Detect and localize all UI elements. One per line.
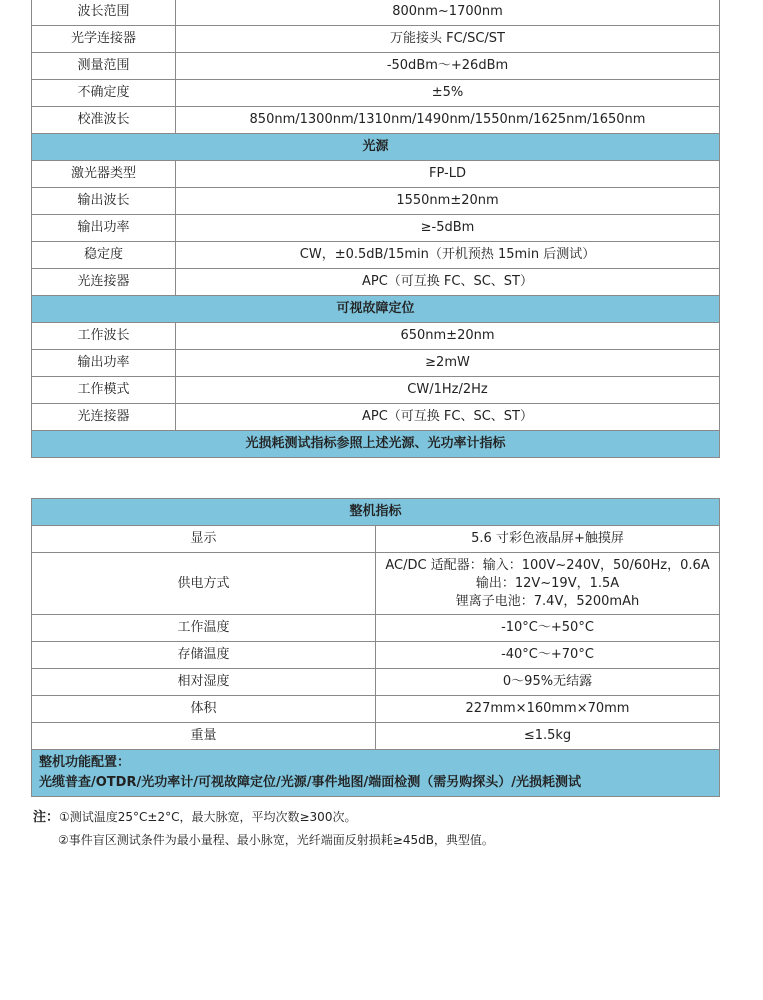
footnote-1 bbox=[33, 806, 494, 829]
table-row bbox=[32, 323, 720, 350]
row-label: 重量 bbox=[32, 723, 376, 750]
footnote-2: ②事件盲区测试条件为最小量程、最小脉宽，光纤端面反射损耗≥45dB，典型值。 bbox=[58, 833, 494, 847]
row-value: ±5% bbox=[176, 80, 720, 107]
table-row bbox=[32, 53, 720, 80]
table-row bbox=[32, 526, 720, 553]
row-label: 相对湿度 bbox=[32, 669, 376, 696]
table-row bbox=[32, 107, 720, 134]
row-value: APC（可互换 FC、SC、ST） bbox=[176, 404, 720, 431]
row-label: 校准波长 bbox=[32, 107, 176, 134]
section-title: 整机指标 bbox=[32, 499, 720, 526]
row-label: 供电方式 bbox=[32, 553, 376, 615]
row-label: 体积 bbox=[32, 696, 376, 723]
section-title: 光源 bbox=[32, 134, 720, 161]
table-row bbox=[32, 80, 720, 107]
table-row bbox=[32, 350, 720, 377]
footnote-prefix: 注： bbox=[33, 810, 60, 825]
section-row bbox=[32, 499, 720, 526]
table-row bbox=[32, 242, 720, 269]
row-label: 输出功率 bbox=[32, 215, 176, 242]
spec-table-main bbox=[31, 0, 720, 458]
function-config-row bbox=[32, 750, 720, 797]
table-row bbox=[32, 642, 720, 669]
row-label: 存储温度 bbox=[32, 642, 376, 669]
row-value: APC（可互换 FC、SC、ST） bbox=[176, 269, 720, 296]
table-row bbox=[32, 723, 720, 750]
table-row bbox=[32, 26, 720, 53]
row-label: 光连接器 bbox=[32, 404, 176, 431]
row-value-multiline bbox=[376, 553, 720, 615]
section-row bbox=[32, 296, 720, 323]
row-label: 不确定度 bbox=[32, 80, 176, 107]
row-label: 光连接器 bbox=[32, 269, 176, 296]
row-value: ≥-5dBm bbox=[176, 215, 720, 242]
table-row bbox=[32, 553, 720, 615]
row-value: 5.6 寸彩色液晶屏+触摸屏 bbox=[376, 526, 720, 553]
function-config-value: 光缆普查/OTDR/光功率计/可视故障定位/光源/事件地图/端面检测（需另购探头）/光损耗测试 bbox=[39, 775, 581, 790]
row-value: -10°C～+50°C bbox=[376, 615, 720, 642]
footnote-text: ①测试温度25°C±2°C，最大脉宽，平均次数≥300次。 bbox=[59, 810, 357, 824]
power-line: AC/DC 适配器：输入：100V~240V，50/60Hz，0.6A bbox=[385, 557, 710, 573]
section-row bbox=[32, 134, 720, 161]
row-value: 800nm~1700nm bbox=[176, 0, 720, 26]
table-row bbox=[32, 269, 720, 296]
row-label: 测量范围 bbox=[32, 53, 176, 80]
row-value: ≤1.5kg bbox=[376, 723, 720, 750]
power-line: 输出：12V~19V，1.5A bbox=[475, 575, 620, 591]
table-row bbox=[32, 215, 720, 242]
row-value: 1550nm±20nm bbox=[176, 188, 720, 215]
table-row bbox=[32, 696, 720, 723]
row-label: 稳定度 bbox=[32, 242, 176, 269]
row-label: 工作模式 bbox=[32, 377, 176, 404]
table-row bbox=[32, 615, 720, 642]
row-value: 227mm×160mm×70mm bbox=[376, 696, 720, 723]
row-value: CW，±0.5dB/15min（开机预热 15min 后测试） bbox=[176, 242, 720, 269]
row-label: 波长范围 bbox=[32, 0, 176, 26]
spec-table-general bbox=[31, 498, 720, 797]
row-value: -40°C～+70°C bbox=[376, 642, 720, 669]
power-line: 锂离子电池：7.4V，5200mAh bbox=[455, 593, 640, 609]
row-label: 显示 bbox=[32, 526, 376, 553]
function-config bbox=[32, 750, 720, 797]
table-row bbox=[32, 0, 720, 26]
row-label: 工作波长 bbox=[32, 323, 176, 350]
row-label: 激光器类型 bbox=[32, 161, 176, 188]
row-value: CW/1Hz/2Hz bbox=[176, 377, 720, 404]
row-label: 输出功率 bbox=[32, 350, 176, 377]
table-row bbox=[32, 404, 720, 431]
row-label: 输出波长 bbox=[32, 188, 176, 215]
row-label: 工作温度 bbox=[32, 615, 376, 642]
table-row bbox=[32, 188, 720, 215]
row-value: FP-LD bbox=[176, 161, 720, 188]
row-value: 万能接头 FC/SC/ST bbox=[176, 26, 720, 53]
row-label: 光学连接器 bbox=[32, 26, 176, 53]
table-row bbox=[32, 669, 720, 696]
section-title: 光损耗测试指标参照上述光源、光功率计指标 bbox=[32, 431, 720, 458]
row-value: 0～95%无结露 bbox=[376, 669, 720, 696]
footnotes bbox=[33, 806, 494, 852]
row-value: -50dBm～+26dBm bbox=[176, 53, 720, 80]
section-row bbox=[32, 431, 720, 458]
section-title: 可视故障定位 bbox=[32, 296, 720, 323]
row-value: ≥2mW bbox=[176, 350, 720, 377]
table-row bbox=[32, 377, 720, 404]
function-config-title: 整机功能配置： bbox=[39, 755, 131, 770]
row-value: 650nm±20nm bbox=[176, 323, 720, 350]
table-row bbox=[32, 161, 720, 188]
row-value: 850nm/1300nm/1310nm/1490nm/1550nm/1625nm/1650nm bbox=[176, 107, 720, 134]
